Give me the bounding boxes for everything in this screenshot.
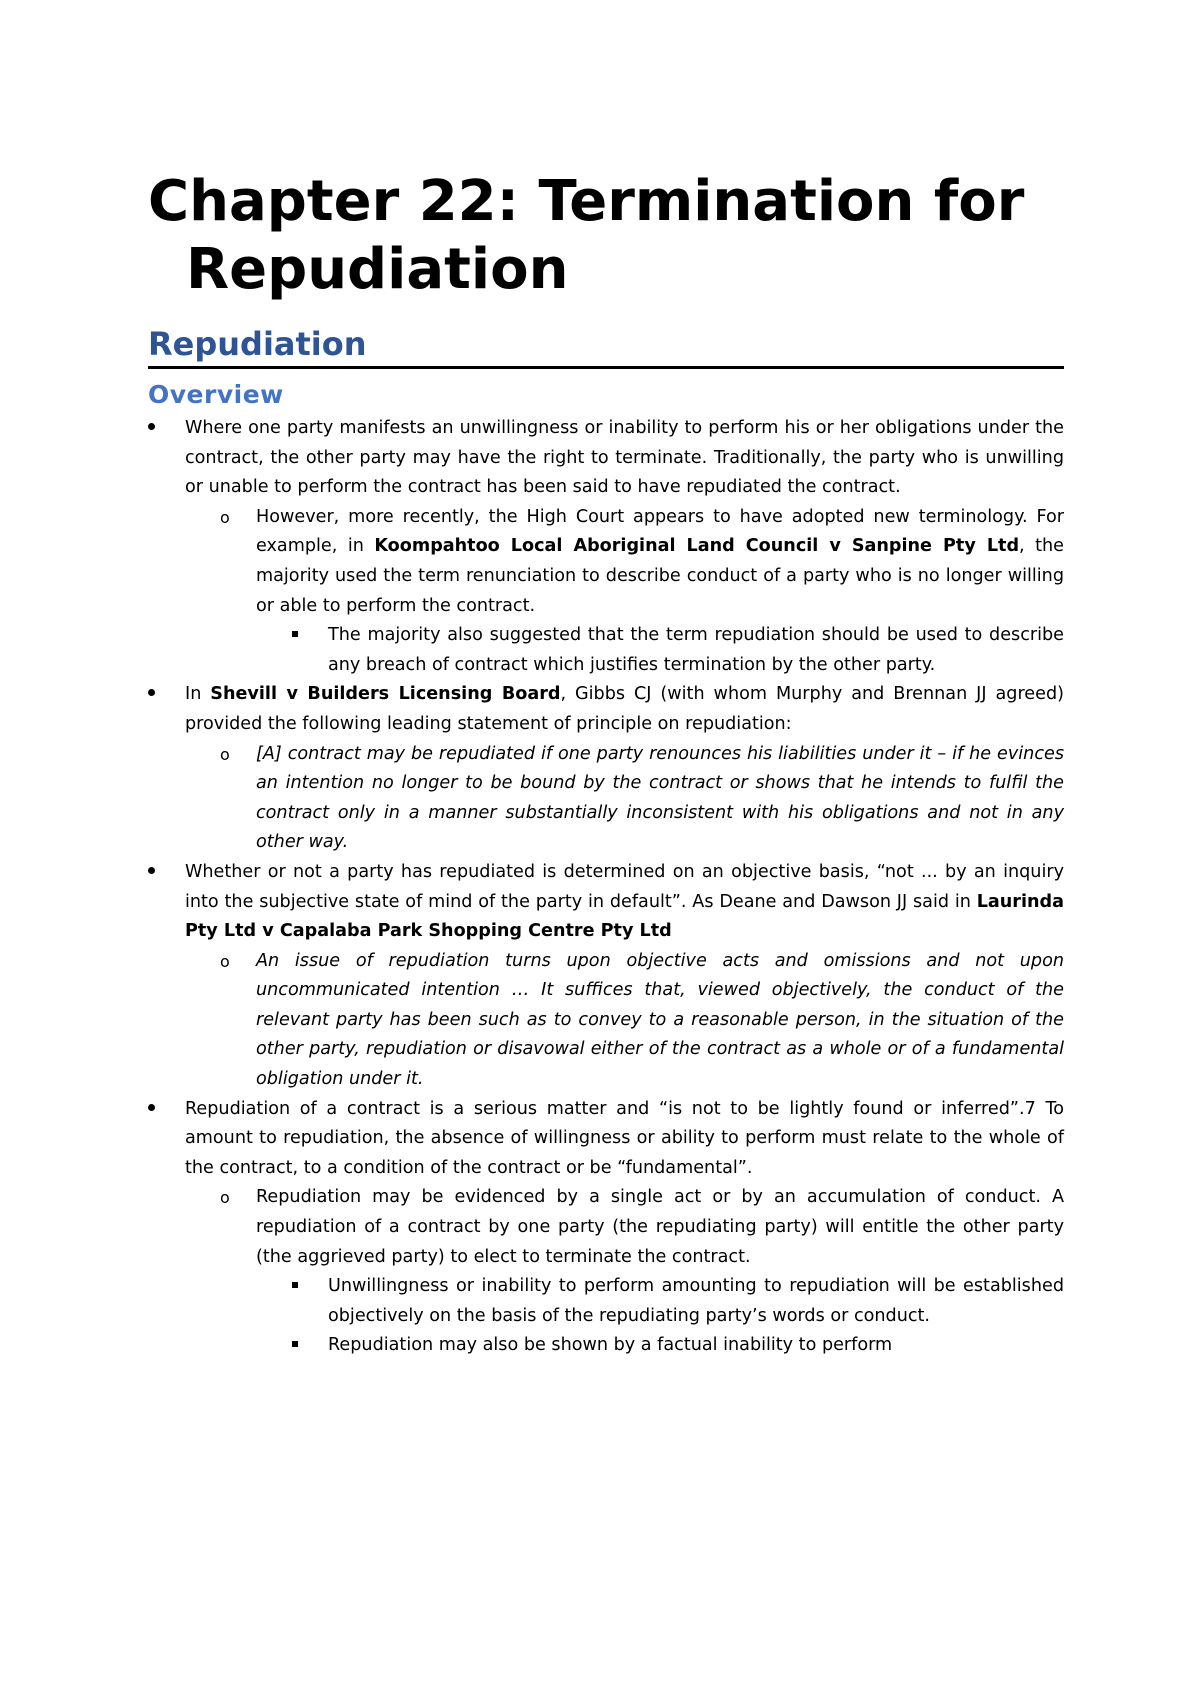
list-item (148, 621, 1064, 680)
list-item (148, 858, 1064, 947)
item-text: Where one party manifests an unwillingness or inability to perform his or her obligations under the contract, the other party may have the right to terminate. Traditionally, the party who is unwilling or unable to perform the contract has been said to have repudiated the contract. (185, 418, 1064, 498)
chapter-title: Chapter 22: Termination for Repudiation (148, 169, 1025, 302)
bullet-square-icon (292, 1331, 312, 1361)
item-text: However, more recently, the High Court appears to have adopted new terminology. For example, in (256, 506, 1064, 557)
bullet-square-icon (292, 621, 312, 651)
bullet-circle-icon: o (220, 1188, 230, 1208)
list-item (148, 1183, 1064, 1272)
item-text: Repudiation may be evidenced by a single act or by an accumulation of conduct. A repudiation of a contract by one party (the repudiating party) will entitle the other party (the aggrieved party) to elect to terminate the contract. (256, 1187, 1064, 1267)
list-item (148, 947, 1064, 1095)
bullet-dot-icon (148, 1095, 168, 1125)
item-text: An issue of repudiation turns upon objective acts and omissions and not upon uncommunicated intention … It suffices that, viewed objectively, the conduct of the relevant party has been such as to convey to a reasonable person, in the situation of the other party, repudiation or disavowal either of the contract as a whole or of a fundamental obligation under it. (256, 950, 1064, 1090)
case-name: Shevill v Builders Licensing Board (210, 684, 561, 705)
item-text: [A] contract may be repudiated if one party renounces his liabilities under it – if he evinces an intention no longer to be bound by the contract or shows that he intends to fulfil the contract only in a manner substantially inconsistent with his obligations and not in any other way. (256, 743, 1064, 853)
list-item (148, 1095, 1064, 1184)
item-text: Whether or not a party has repudiated is determined on an objective basis, “not ... by an inquiry into the subjective state of mind of the party in default”. As Deane and Dawson JJ said in (185, 861, 1064, 912)
item-text: Repudiation of a contract is a serious matter and “is not to be lightly found or inferred”.7 To amount to repudiation, the absence of willingness or ability to perform must relate to the whole of the contract, to a condition of the contract or be “fundamental”. (185, 1098, 1064, 1178)
list-item (148, 503, 1064, 621)
item-text: Unwillingness or inability to perform amounting to repudiation will be established objectively on the basis of the repudiating party’s words or conduct. (328, 1276, 1064, 1326)
item-text: , the majority used the term renunciation to describe conduct of a party who is no longer willing or able to perform the contract. (256, 536, 1065, 616)
bullet-dot-icon (148, 414, 168, 444)
list-item (148, 1331, 1064, 1361)
bullet-dot-icon (148, 858, 168, 888)
bullet-circle-icon: o (220, 951, 230, 971)
bullet-dot-icon (148, 680, 168, 710)
list-item (148, 740, 1064, 858)
case-name: Koompahtoo Local Aboriginal Land Council v Sanpine Pty Ltd (374, 536, 1020, 557)
list-item (148, 680, 1064, 739)
document-body (148, 414, 1064, 1361)
item-text: The majority also suggested that the term repudiation should be used to describe any breach of contract which justifies termination by the other party. (328, 625, 1064, 675)
item-text: In (185, 684, 211, 705)
item-text: Repudiation may also be shown by a factual inability to perform (328, 1335, 893, 1356)
bullet-circle-icon: o (220, 507, 230, 527)
case-name: Laurinda Pty Ltd v Capalaba Park Shopping Centre Pty Ltd (185, 891, 1064, 942)
item-text: , Gibbs CJ (with whom Murphy and Brennan JJ agreed) provided the following leading statement of principle on repudiation: (185, 684, 1064, 734)
subsection-heading: Overview (148, 380, 284, 409)
list-item (148, 414, 1064, 503)
bullet-circle-icon: o (220, 744, 230, 764)
bullet-square-icon (292, 1272, 312, 1302)
section-heading: Repudiation (148, 324, 1064, 369)
list-item (148, 1272, 1064, 1331)
